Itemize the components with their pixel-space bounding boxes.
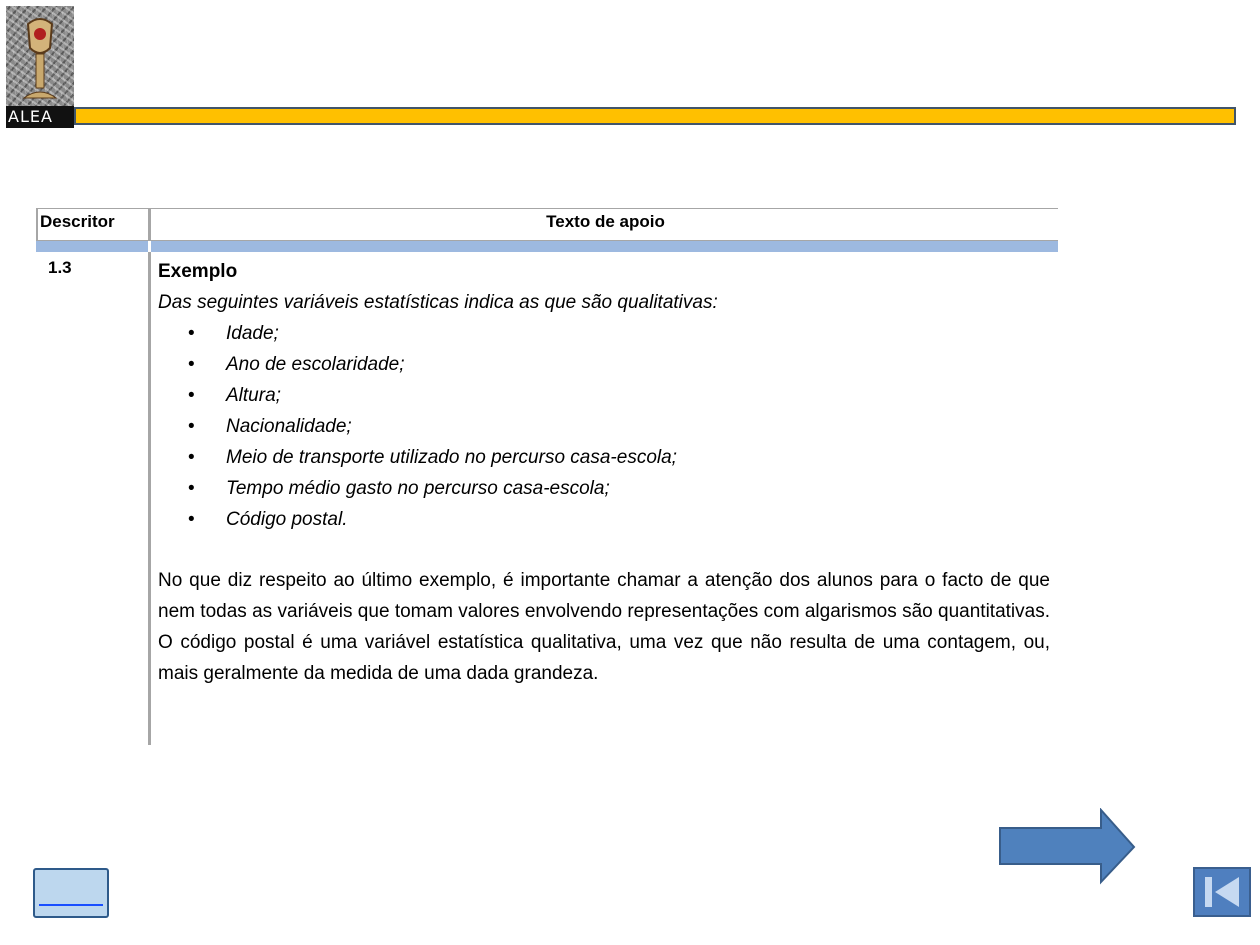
spacer [158, 535, 1050, 565]
explanation-paragraph: No que diz respeito ao último exemplo, é importante chamar a atenção dos alunos para o facto de que nem todas as variáveis que tomam valores envolvendo representações com algarismos são quantitativas. O código postal é uma variável estatística qualitativa, uma vez que não resulta de uma contagem, ou, mais geralmente da medida de uma dada grandeza. [158, 570, 1050, 684]
table-top-border [36, 208, 1058, 209]
skip-to-start-icon [1195, 869, 1249, 915]
support-text [158, 256, 1050, 689]
link-button[interactable] [33, 868, 109, 918]
right-arrow-icon [998, 808, 1138, 886]
table-column-divider [148, 208, 151, 745]
descriptor-table [36, 208, 1058, 745]
list-item: • Ano de escolaridade; [226, 349, 1050, 380]
first-slide-button[interactable] [1193, 867, 1251, 917]
header-descritor: Descritor [40, 212, 115, 231]
list-item: • Meio de transporte utilizado no percurso casa-escola; [226, 442, 1050, 473]
alea-logo-icon [6, 6, 74, 106]
header-bar [74, 107, 1236, 125]
table-band-gap [148, 241, 151, 252]
example-title: Exemplo [158, 261, 238, 282]
table-left-border [36, 208, 38, 242]
list-item: • Tempo médio gasto no percurso casa-escola; [226, 473, 1050, 504]
list-item: • Código postal. [226, 504, 1050, 535]
list-item: • Nacionalidade; [226, 411, 1050, 442]
header-texto-de-apoio: Texto de apoio [546, 212, 665, 231]
next-slide-button[interactable] [998, 808, 1138, 890]
descritor-value: 1.3 [48, 258, 72, 277]
example-question: Das seguintes variáveis estatísticas indica as que são qualitativas: [158, 292, 718, 313]
logo-text: ALEA [6, 106, 74, 128]
list-item: • Idade; [226, 318, 1050, 349]
table-header-band [36, 241, 1058, 252]
list-item: • Altura; [226, 380, 1050, 411]
variable-list [158, 318, 1050, 535]
alea-logo [6, 6, 74, 128]
link-button-icon [39, 903, 103, 906]
